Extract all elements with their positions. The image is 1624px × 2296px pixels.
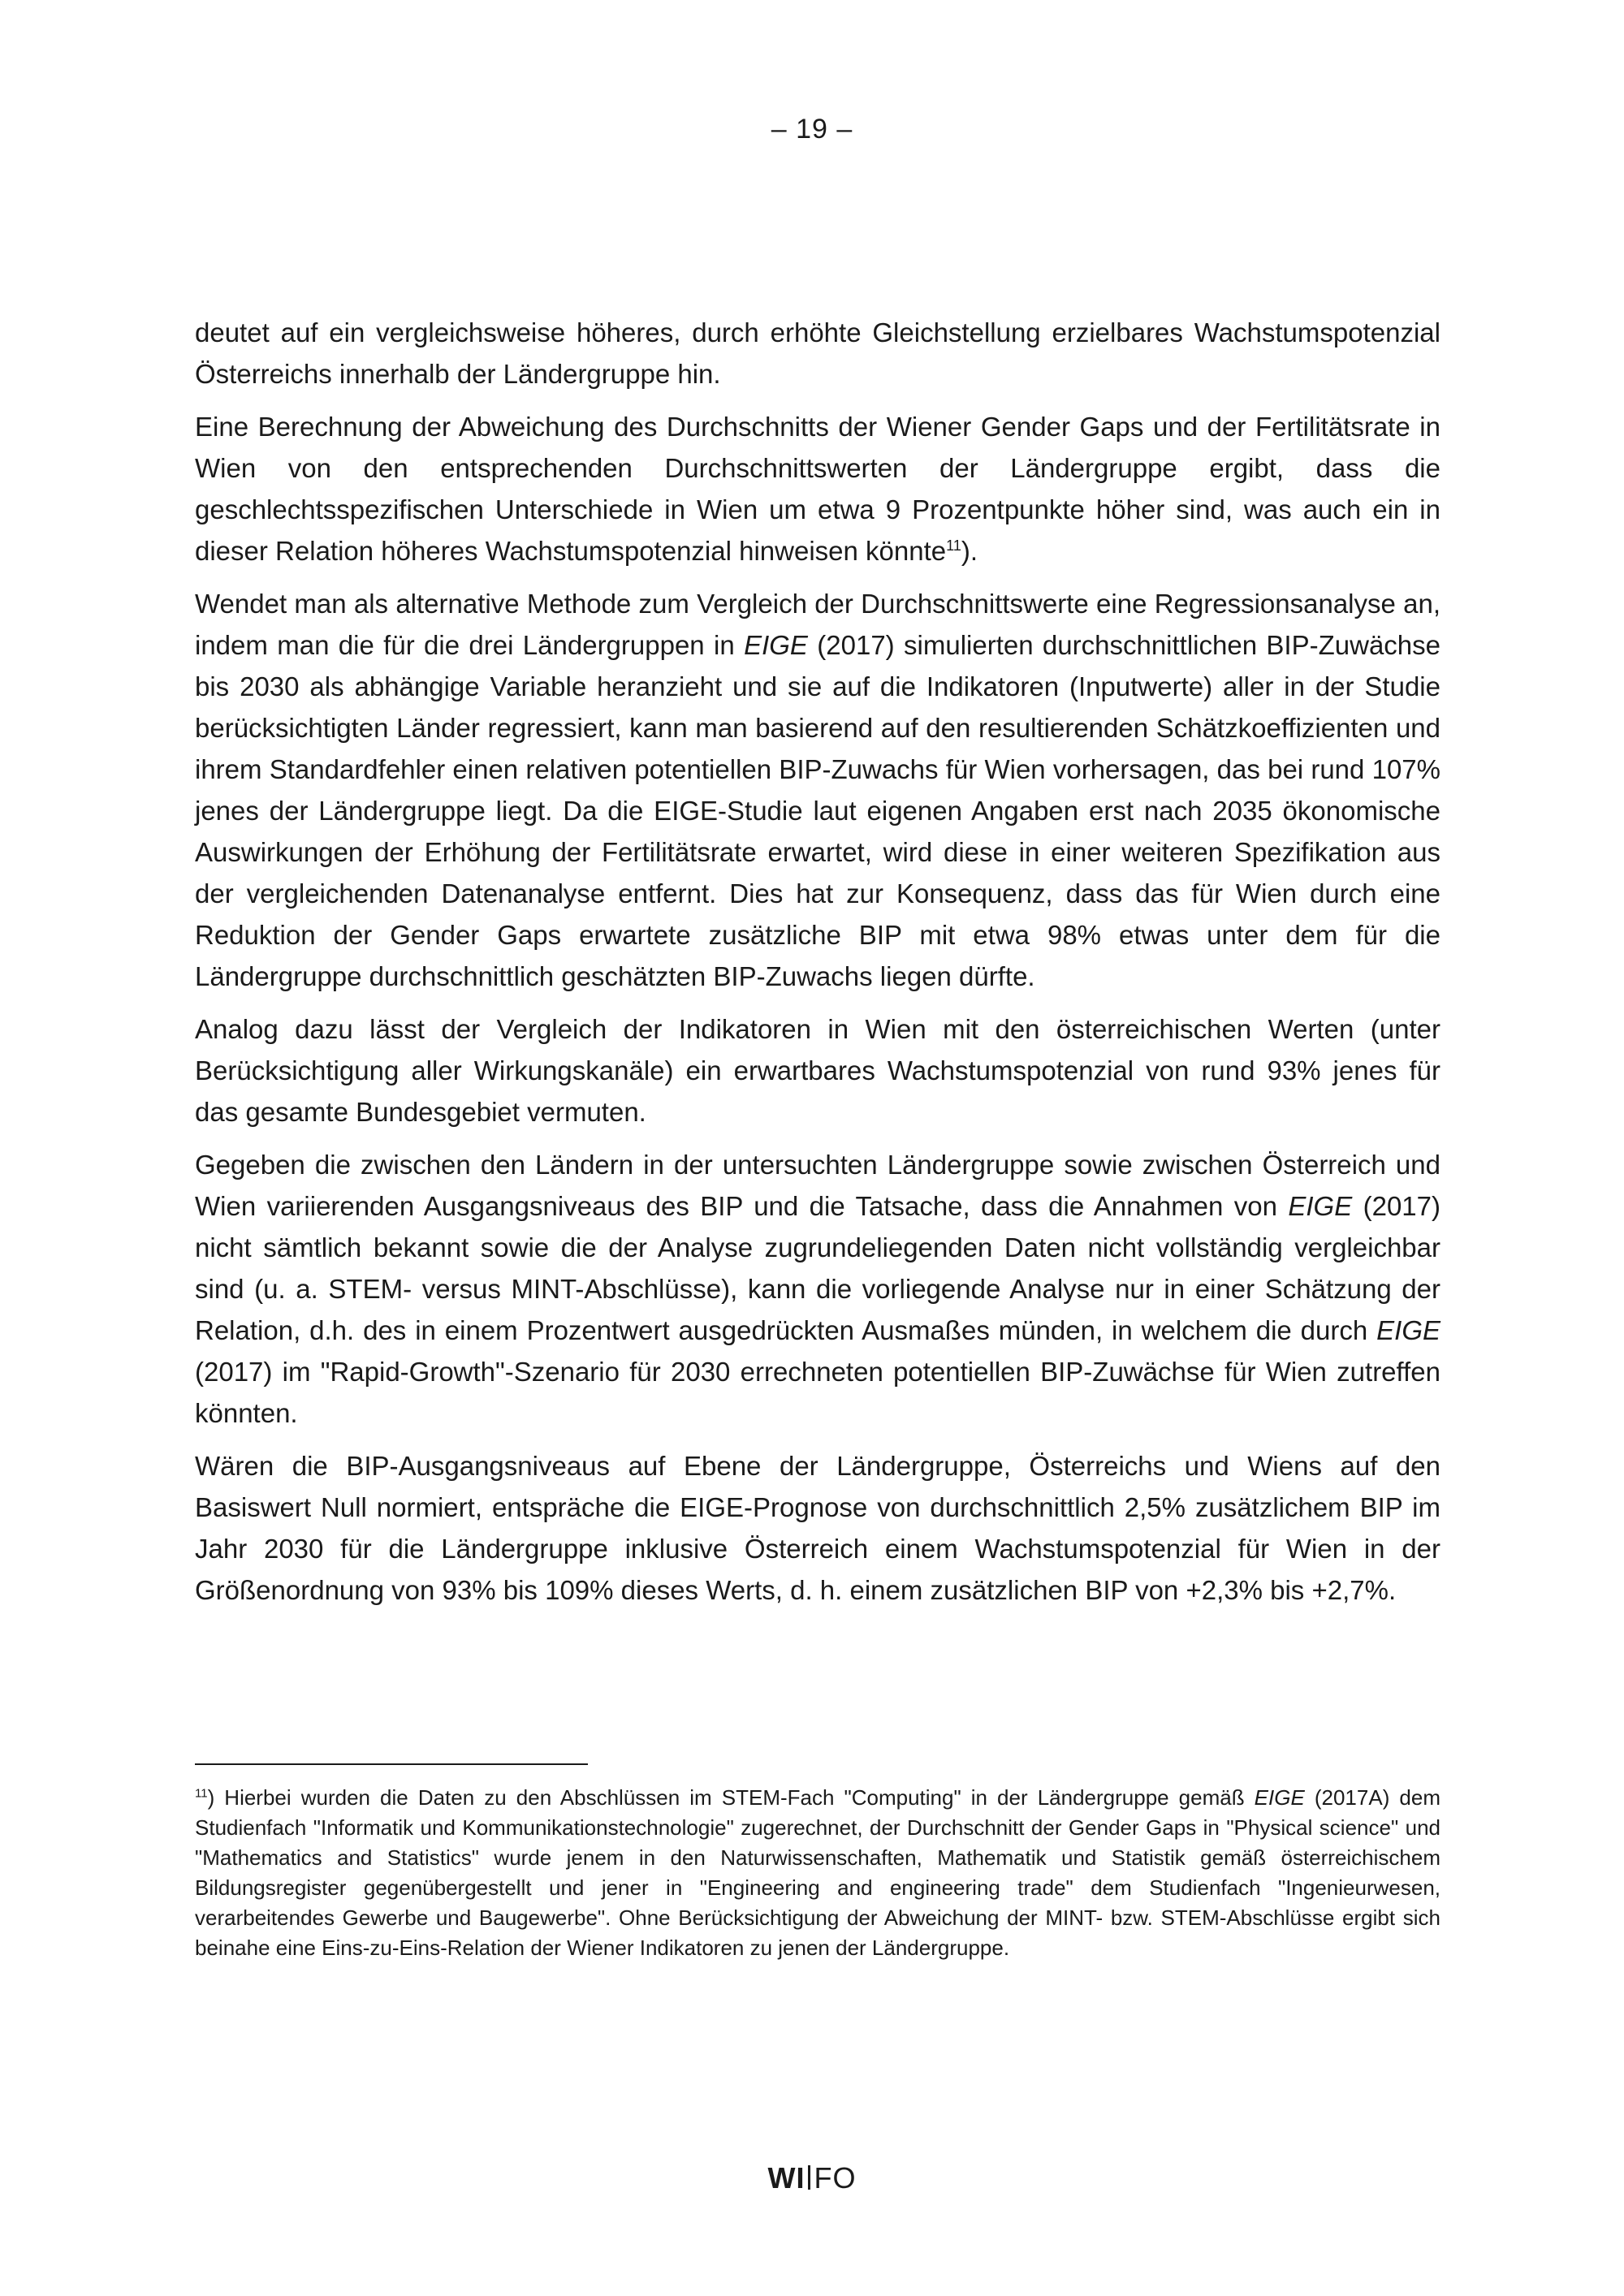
paragraph — [195, 1008, 1440, 1133]
page-number: – 19 – — [771, 114, 853, 145]
text-run: ). — [961, 536, 978, 566]
citation-emphasis: EIGE — [1376, 1315, 1440, 1345]
citation-emphasis: EIGE — [744, 630, 808, 660]
text-run: Gegeben die zwischen den Ländern in der untersuchten Ländergruppe sowie zwischen Österreich und Wien variierenden Ausgangsniveaus des BIP und die Tatsache, dass die Annahmen von — [195, 1150, 1440, 1221]
footnote-marker: 11 — [946, 537, 961, 554]
text-run: (2017) simulierten durchschnittlichen BIP-Zuwächse bis 2030 als abhängige Variable heranzieht und sie auf die Indikatoren (Inputwerte) aller in der Studie berücksichtigten Länder regressiert, kann man basierend auf den resultierenden Schätzkoeffizienten und ihrem Standardfehler einen relativen potentiellen BIP-Zuwachs für Wien vorhersagen, das bei rund 107% jenes der Ländergruppe liegt. Da die EIGE-Studie laut eigenen Angaben erst nach 2035 ökonomische Auswirkungen der Erhöhung der Fertilitätsrate erwartet, wird diese in einer weiteren Spezifikation aus der vergleichenden Datenanalyse entfernt. Dies hat zur Konsequenz, dass das für Wien durch eine Reduktion der Gender Gaps erwartete zusätzliche BIP mit etwa 98% etwas unter dem für die Ländergruppe durchschnittlich geschätzten BIP-Zuwachs liegen dürfte. — [195, 630, 1440, 991]
citation-emphasis: EIGE — [1254, 1785, 1305, 1810]
footnote-11 — [195, 1783, 1440, 1963]
text-run: deutet auf ein vergleichsweise höheres, durch erhöhte Gleichstellung erzielbares Wachstumspotenzial Österreichs innerhalb der Ländergruppe hin. — [195, 317, 1440, 389]
text-run: Eine Berechnung der Abweichung des Durchschnitts der Wiener Gender Gaps und der Fertilitätsrate in Wien von den entsprechenden Durchschnittswerten der Ländergruppe ergibt, dass die geschlechtsspezifischen Unterschiede in Wien um etwa 9 Prozentpunkte höher sind, was auch ein in dieser Relation höheres Wachstumspotenzial hinweisen könnte — [195, 412, 1440, 566]
paragraph — [195, 312, 1440, 395]
logo-bar — [808, 2165, 810, 2190]
footnote-marker: 11 — [195, 1786, 208, 1801]
paragraph — [195, 406, 1440, 572]
wifo-logo — [0, 2161, 1624, 2195]
text-run: Wendet man als alternative Methode zum Vergleich der Durchschnittswerte eine Regressionsanalyse an, indem man die für die drei Ländergruppen in — [195, 589, 1440, 660]
text-run: Wären die BIP-Ausgangsniveaus auf Ebene der Ländergruppe, Österreichs und Wiens auf den Basiswert Null normiert, entspräche die EIGE-Prognose von durchschnittlich 2,5% zusätzlichem BIP im Jahr 2030 für die Ländergruppe inklusive Österreich einem Wachstumspotenzial für Wien in der Größenordnung von 93% bis 109% dieses Werts, d. h. einem zusätzlichen BIP von +2,3% bis +2,7%. — [195, 1451, 1440, 1605]
text-run: (2017) im "Rapid-Growth"-Szenario für 2030 errechneten potentiellen BIP-Zuwächse für Wien zutreffen könnten. — [195, 1357, 1440, 1428]
paragraph — [195, 1144, 1440, 1434]
text-run: (2017A) dem Studienfach "Informatik und Kommunikationstechnologie" zugerechnet, der Durchschnitt der Gender Gaps in "Physical science" und "Mathematics and Statistics" wurde jenem in den Naturwissenschaften, Mathematik und Statistik gemäß österreichischem Bildungsregister gegenübergestellt und jener in "Engineering and engineering trade" dem Studienfach "Ingenieurwesen, verarbeitendes Gewerbe und Baugewerbe". Ohne Berücksichtigung der Abweichung der MINT- bzw. STEM-Abschlüsse ergibt sich beinahe eine Eins-zu-Eins-Relation der Wiener Indikatoren zu jenen der Ländergruppe. — [195, 1785, 1440, 1960]
logo-wi: WI — [767, 2161, 806, 2195]
paragraph — [195, 1445, 1440, 1611]
logo-fo: FO — [814, 2161, 857, 2195]
body-text — [195, 312, 1440, 1622]
paragraph — [195, 583, 1440, 997]
text-run: (2017) nicht sämtlich bekannt sowie die der Analyse zugrundeliegenden Daten nicht vollständig vergleichbar sind (u. a. STEM- versus MINT-Abschlüsse), kann die vorliegende Analyse nur in einer Schätzung der Relation, d.h. des in einem Prozentwert ausgedrückten Ausmaßes münden, in welchem die durch — [195, 1191, 1440, 1345]
citation-emphasis: EIGE — [1288, 1191, 1353, 1221]
footnote-divider — [195, 1763, 588, 1765]
text-run: Analog dazu lässt der Vergleich der Indikatoren in Wien mit den österreichischen Werten (unter Berücksichtigung aller Wirkungskanäle) ein erwartbares Wachstumspotenzial von rund 93% jenes für das gesamte Bundesgebiet vermuten. — [195, 1014, 1440, 1127]
text-run: ) Hierbei wurden die Daten zu den Abschlüssen im STEM-Fach "Computing" in der Ländergruppe gemäß — [207, 1785, 1255, 1810]
